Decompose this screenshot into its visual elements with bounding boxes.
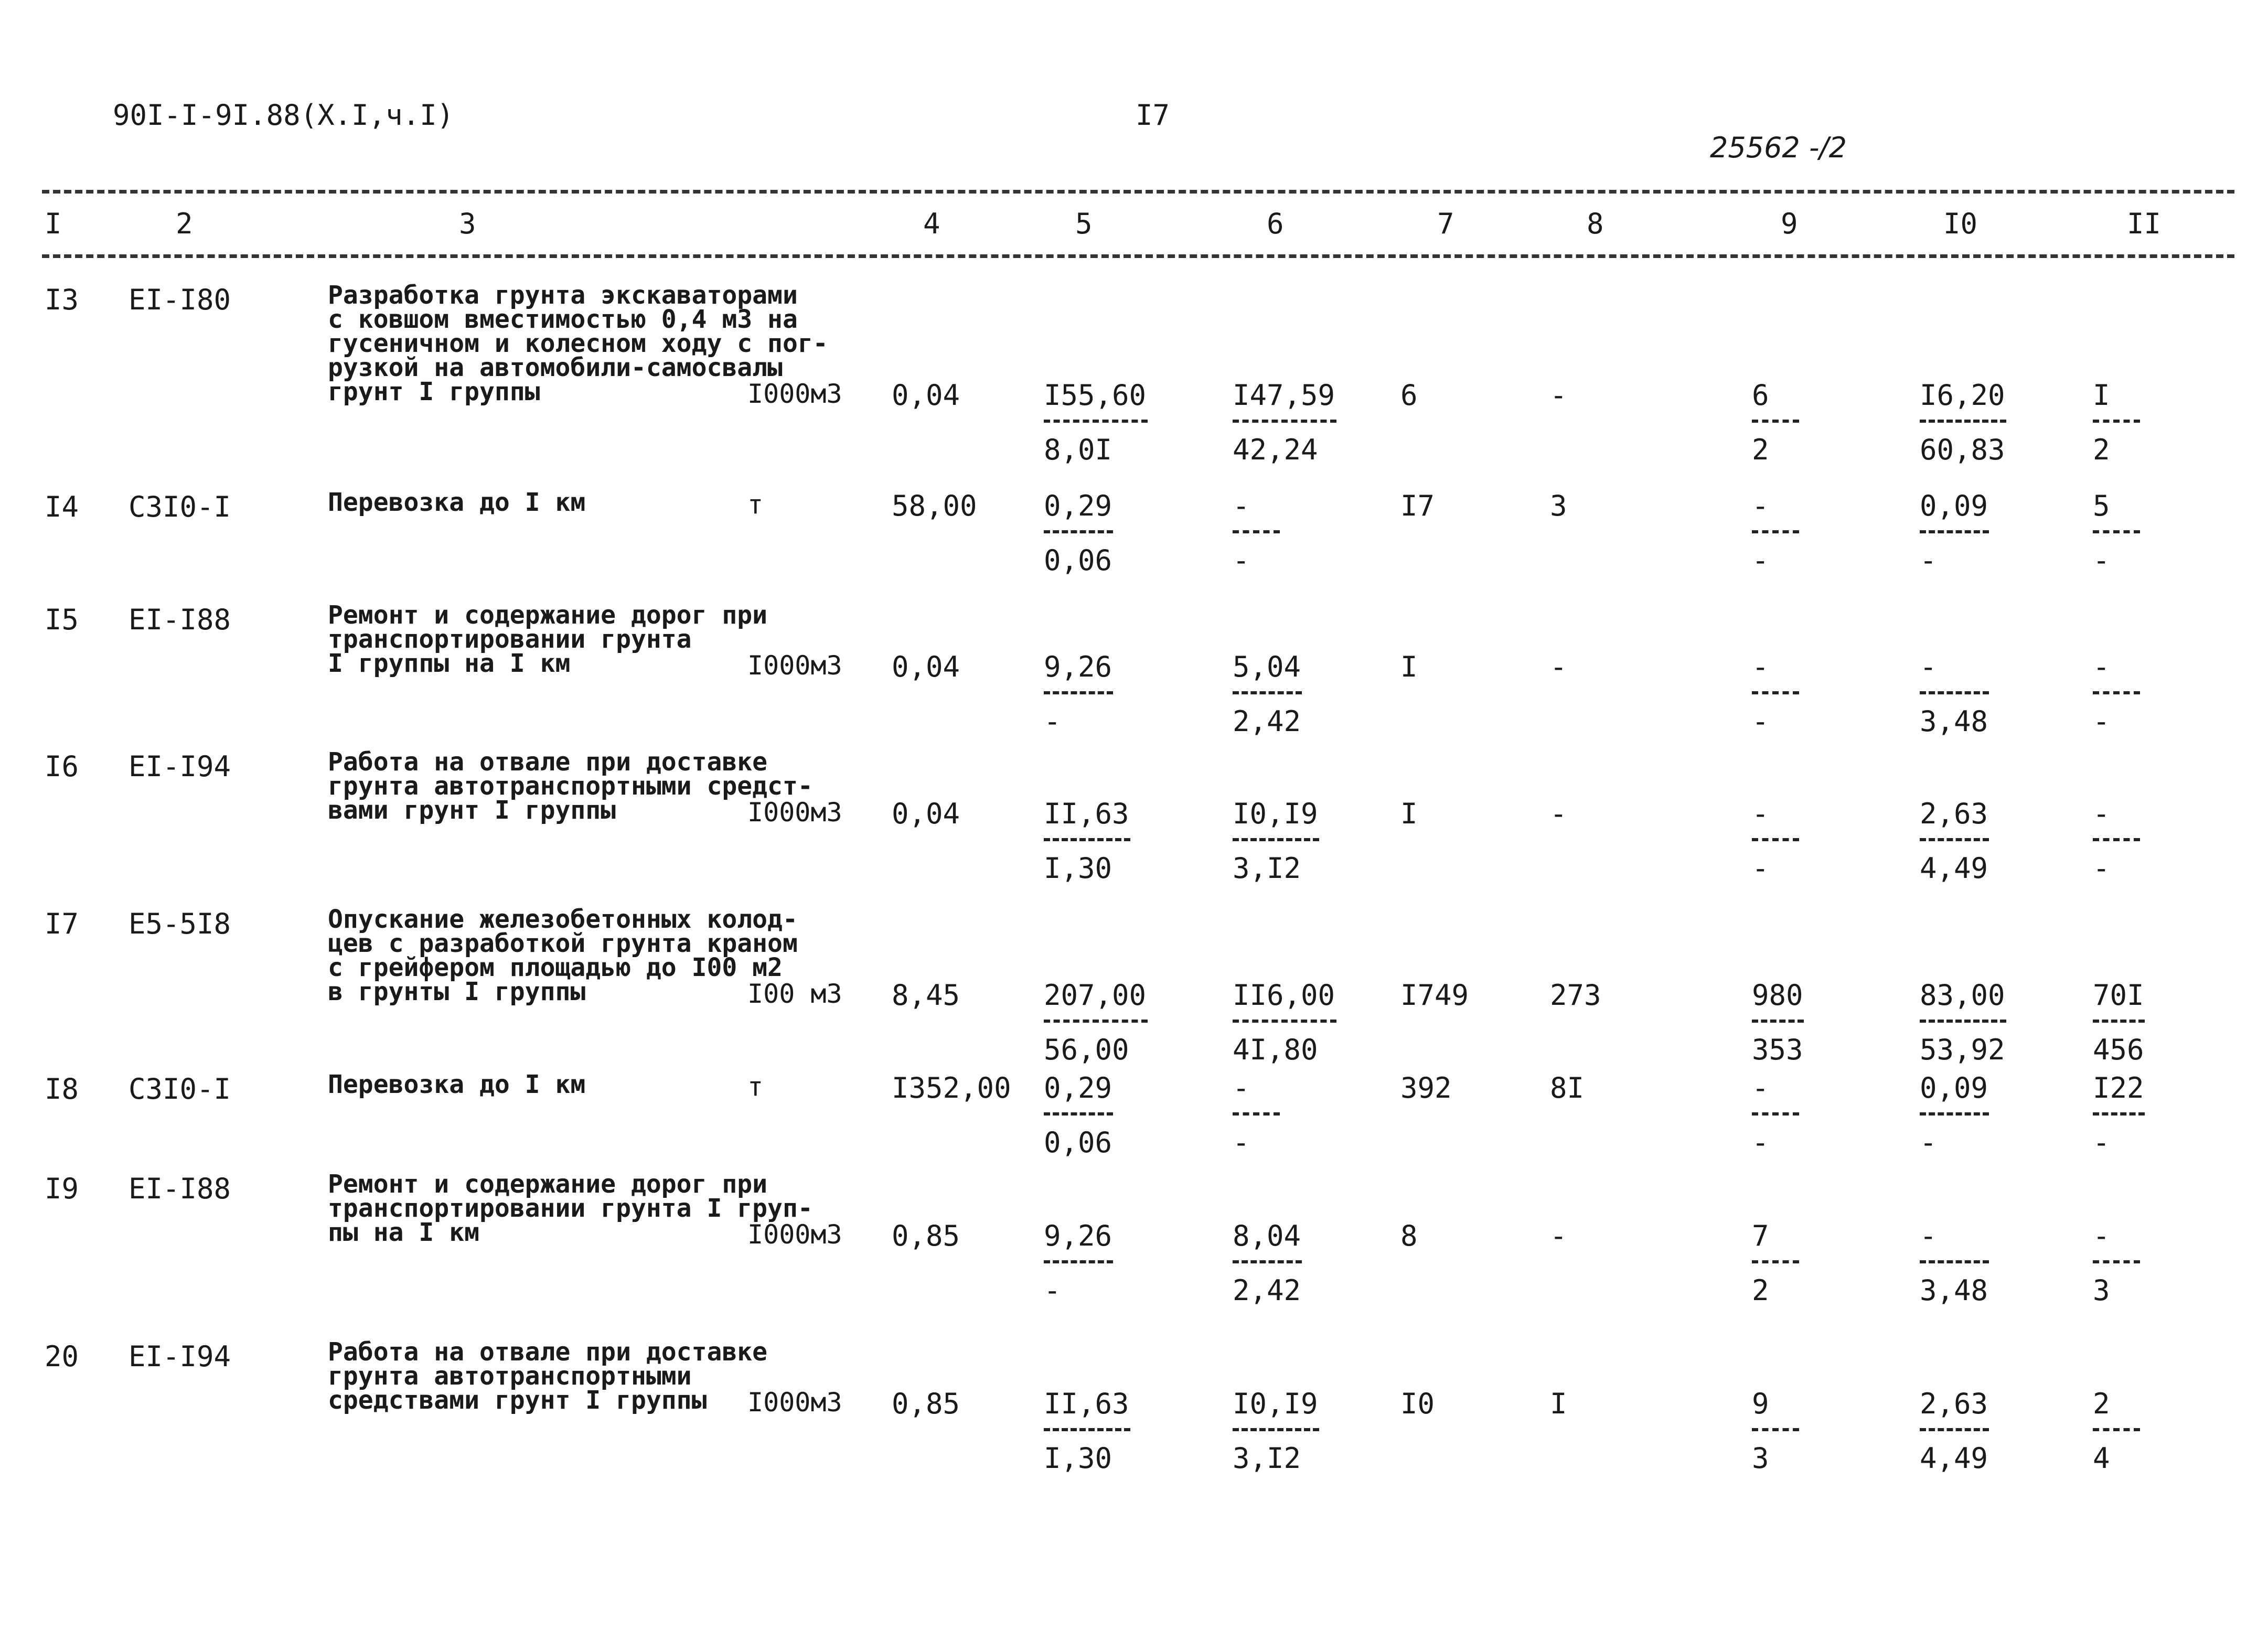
row-col6 xyxy=(1233,650,1302,737)
row-col10-denominator: 53,92 xyxy=(1920,1033,2005,1066)
row-description: Ремонт и содержание дорог при транспортировании грунта I группы на I км xyxy=(328,600,768,678)
row-col5 xyxy=(1044,797,1130,884)
row-col10-numerator: 2,63 xyxy=(1920,1387,1988,1420)
row-col11-numerator: I22 xyxy=(2093,1071,2144,1104)
row-col8: 8I xyxy=(1550,1071,1585,1104)
row-col8: - xyxy=(1550,379,1567,412)
column-number-1: I xyxy=(45,207,62,240)
row-col6 xyxy=(1233,1387,1319,1474)
row-col10 xyxy=(1920,979,2006,1066)
row-col10 xyxy=(1920,489,1989,576)
row-col5-fraction-bar xyxy=(1044,838,1130,841)
header-rule-bottom xyxy=(42,254,2234,258)
row-col10-numerator: 83,00 xyxy=(1920,979,2005,1012)
row-col9-denominator: 3 xyxy=(1752,1442,1769,1475)
row-col8: 273 xyxy=(1550,979,1601,1012)
row-col10-numerator: 0,09 xyxy=(1920,1071,1988,1104)
row-col11-numerator: - xyxy=(2093,1219,2110,1252)
row-col10-denominator: - xyxy=(1920,1126,1937,1159)
row-col9-denominator: - xyxy=(1752,852,1769,885)
column-number-6: 6 xyxy=(1267,207,1284,240)
row-col9-numerator: 9 xyxy=(1752,1387,1769,1420)
row-col7: I749 xyxy=(1400,979,1469,1012)
row-col5 xyxy=(1044,1387,1130,1474)
row-col9 xyxy=(1752,650,1799,737)
row-description: Опускание железобетонных колод- цев с разработкой грунта краном с грейфером площадью до I00 м2 в грунты I группы xyxy=(328,905,798,1006)
row-number: 20 xyxy=(45,1340,79,1373)
column-number-8: 8 xyxy=(1587,207,1604,240)
row-col5-denominator: 8,0I xyxy=(1044,433,1112,466)
row-col5-numerator: 0,29 xyxy=(1044,489,1112,522)
row-col10-denominator: 4,49 xyxy=(1920,1442,1988,1475)
row-col8: I xyxy=(1550,1387,1567,1420)
row-col6-fraction-bar xyxy=(1233,838,1319,841)
row-code: EI-I88 xyxy=(129,603,231,636)
row-col11 xyxy=(2093,979,2145,1066)
row-col10 xyxy=(1920,1387,1989,1474)
row-col10-numerator: I6,20 xyxy=(1920,379,2005,412)
row-col6-numerator: - xyxy=(1233,489,1250,522)
row-col6-denominator: 3,I2 xyxy=(1233,1442,1301,1475)
stamp-number: 25562 -/2 xyxy=(1710,131,1847,164)
row-col9-numerator: - xyxy=(1752,1071,1769,1104)
row-description: Перевозка до I км xyxy=(328,1070,586,1099)
row-col11-fraction-bar xyxy=(2093,1112,2145,1116)
row-col10-numerator: 0,09 xyxy=(1920,489,1988,522)
row-col6 xyxy=(1233,1071,1280,1159)
row-col11-numerator: I xyxy=(2093,379,2110,412)
row-col7: I xyxy=(1400,650,1418,683)
row-col9-fraction-bar xyxy=(1752,530,1799,533)
row-col9 xyxy=(1752,797,1799,884)
row-col10-numerator: 2,63 xyxy=(1920,797,1988,830)
row-col10-numerator: - xyxy=(1920,650,1937,683)
row-unit: I000м3 xyxy=(747,797,842,828)
row-unit: I000м3 xyxy=(747,379,842,409)
row-quantity: I352,00 xyxy=(892,1071,1011,1104)
page-number: I7 xyxy=(1136,99,1170,132)
row-quantity: 58,00 xyxy=(892,489,977,522)
row-quantity: 0,85 xyxy=(892,1387,960,1420)
row-col5-denominator: 56,00 xyxy=(1044,1033,1129,1066)
row-number: I7 xyxy=(45,907,79,940)
row-col7: I7 xyxy=(1400,489,1435,522)
row-col9 xyxy=(1752,489,1799,576)
row-quantity: 0,04 xyxy=(892,650,960,683)
row-col9 xyxy=(1752,1071,1799,1159)
row-col6-denominator: 42,24 xyxy=(1233,433,1318,466)
row-col11-fraction-bar xyxy=(2093,530,2140,533)
row-code: С3I0-I xyxy=(129,490,231,523)
row-col9-denominator: 2 xyxy=(1752,1274,1769,1307)
row-quantity: 8,45 xyxy=(892,979,960,1012)
column-number-11: II xyxy=(2127,207,2162,240)
row-col9-denominator: 2 xyxy=(1752,433,1769,466)
row-col9-fraction-bar xyxy=(1752,838,1799,841)
row-number: I3 xyxy=(45,283,79,316)
row-col5 xyxy=(1044,1219,1113,1306)
row-col8: - xyxy=(1550,1219,1567,1252)
row-col11 xyxy=(2093,489,2140,576)
row-col10 xyxy=(1920,650,1989,737)
row-unit: т xyxy=(747,489,764,520)
row-col5 xyxy=(1044,979,1148,1066)
row-number: I9 xyxy=(45,1172,79,1205)
row-col10-denominator: 3,48 xyxy=(1920,705,1988,738)
row-col9-numerator: - xyxy=(1752,797,1769,830)
row-col11-denominator: - xyxy=(2093,705,2110,738)
row-unit: т xyxy=(747,1071,764,1102)
row-col6 xyxy=(1233,1219,1302,1306)
row-col6-denominator: - xyxy=(1233,1126,1250,1159)
document-code: 90I-I-9I.88(X.I,ч.I) xyxy=(113,99,454,132)
row-col9-numerator: 7 xyxy=(1752,1219,1769,1252)
row-col10-denominator: 3,48 xyxy=(1920,1274,1988,1307)
row-col6-fraction-bar xyxy=(1233,1260,1302,1263)
row-col5-denominator: 0,06 xyxy=(1044,544,1112,577)
row-col9-numerator: - xyxy=(1752,650,1769,683)
row-col5-denominator: - xyxy=(1044,1274,1061,1307)
row-col11-fraction-bar xyxy=(2093,1428,2140,1431)
row-col9-fraction-bar xyxy=(1752,691,1799,694)
row-col9 xyxy=(1752,379,1799,466)
row-col5-denominator: I,30 xyxy=(1044,852,1112,885)
row-code: EI-I88 xyxy=(129,1172,231,1205)
row-col6-fraction-bar xyxy=(1233,1020,1336,1023)
column-number-4: 4 xyxy=(923,207,940,240)
row-col8: 3 xyxy=(1550,489,1567,522)
row-col11 xyxy=(2093,1387,2140,1474)
row-col5-fraction-bar xyxy=(1044,530,1113,533)
row-col11-denominator: - xyxy=(2093,852,2110,885)
row-col10-numerator: - xyxy=(1920,1219,1937,1252)
row-col5 xyxy=(1044,489,1113,576)
row-col5-fraction-bar xyxy=(1044,691,1113,694)
row-col9-numerator: - xyxy=(1752,489,1769,522)
row-col6 xyxy=(1233,797,1319,884)
row-col10-fraction-bar xyxy=(1920,1112,1989,1116)
row-col6-numerator: II6,00 xyxy=(1233,979,1335,1012)
row-col6-fraction-bar xyxy=(1233,420,1336,423)
row-col10 xyxy=(1920,797,1989,884)
row-col5-fraction-bar xyxy=(1044,1112,1113,1116)
row-code: С3I0-I xyxy=(129,1072,231,1106)
row-col9-denominator: - xyxy=(1752,705,1769,738)
row-col9-fraction-bar xyxy=(1752,1020,1804,1023)
row-col11-fraction-bar xyxy=(2093,420,2140,423)
row-col10-fraction-bar xyxy=(1920,530,1989,533)
row-col11-denominator: 456 xyxy=(2093,1033,2144,1066)
row-col11 xyxy=(2093,797,2140,884)
row-quantity: 0,85 xyxy=(892,1219,960,1252)
row-col11-fraction-bar xyxy=(2093,1260,2140,1263)
row-description: Ремонт и содержание дорог при транспортировании грунта I груп- пы на I км xyxy=(328,1170,813,1247)
row-col6-denominator: 2,42 xyxy=(1233,705,1301,738)
row-col5-fraction-bar xyxy=(1044,1260,1113,1263)
row-code: EI-I80 xyxy=(129,283,231,316)
row-col7: 6 xyxy=(1400,379,1418,412)
row-col5-denominator: 0,06 xyxy=(1044,1126,1112,1159)
row-col11 xyxy=(2093,379,2140,466)
row-col6-numerator: 5,04 xyxy=(1233,650,1301,683)
row-col9 xyxy=(1752,1219,1799,1306)
row-col11-numerator: - xyxy=(2093,650,2110,683)
row-code: EI-I94 xyxy=(129,750,231,783)
column-number-9: 9 xyxy=(1781,207,1798,240)
row-col11-denominator: - xyxy=(2093,544,2110,577)
row-col6-denominator: 2,42 xyxy=(1233,1274,1301,1307)
row-col6-numerator: I0,I9 xyxy=(1233,1387,1318,1420)
row-col11-fraction-bar xyxy=(2093,838,2140,841)
row-col5-numerator: II,63 xyxy=(1044,1387,1129,1420)
row-col11 xyxy=(2093,1071,2145,1159)
row-col6-numerator: - xyxy=(1233,1071,1250,1104)
row-col5 xyxy=(1044,650,1113,737)
row-col9-numerator: 6 xyxy=(1752,379,1769,412)
row-col6-fraction-bar xyxy=(1233,691,1302,694)
column-number-10: I0 xyxy=(1943,207,1978,240)
row-col6 xyxy=(1233,979,1336,1066)
row-unit: I00 м3 xyxy=(747,979,842,1009)
row-col11-fraction-bar xyxy=(2093,691,2140,694)
row-col5-numerator: 207,00 xyxy=(1044,979,1147,1012)
row-col5-fraction-bar xyxy=(1044,420,1148,423)
row-code: EI-I94 xyxy=(129,1340,231,1373)
row-col5-fraction-bar xyxy=(1044,1428,1130,1431)
row-number: I6 xyxy=(45,750,79,783)
row-col9-denominator: - xyxy=(1752,544,1769,577)
row-col6-numerator: I0,I9 xyxy=(1233,797,1318,830)
row-col9-numerator: 980 xyxy=(1752,979,1803,1012)
row-col6-denominator: - xyxy=(1233,544,1250,577)
row-col8: - xyxy=(1550,797,1567,830)
row-col11-numerator: 5 xyxy=(2093,489,2110,522)
row-col8: - xyxy=(1550,650,1567,683)
column-number-5: 5 xyxy=(1075,207,1093,240)
row-code: E5-5I8 xyxy=(129,907,231,940)
row-col10-fraction-bar xyxy=(1920,1260,1989,1263)
row-col6-numerator: I47,59 xyxy=(1233,379,1335,412)
row-description: Разработка грунта экскаваторами с ковшом вместимостью 0,4 м3 на гусеничном и колесном ходу с пог- рузкой на автомобили-самосвалы грунт I группы xyxy=(328,281,828,406)
row-col9-denominator: - xyxy=(1752,1126,1769,1159)
row-number: I8 xyxy=(45,1072,79,1106)
row-col5-numerator: 0,29 xyxy=(1044,1071,1112,1104)
row-col7: 8 xyxy=(1400,1219,1418,1252)
row-col11-numerator: 70I xyxy=(2093,979,2144,1012)
row-col6-numerator: 8,04 xyxy=(1233,1219,1301,1252)
row-col11-fraction-bar xyxy=(2093,1020,2145,1023)
row-col10-fraction-bar xyxy=(1920,838,1989,841)
row-col5-denominator: I,30 xyxy=(1044,1442,1112,1475)
row-col6 xyxy=(1233,489,1280,576)
row-col5-numerator: II,63 xyxy=(1044,797,1129,830)
row-col9-denominator: 353 xyxy=(1752,1033,1803,1066)
row-col11 xyxy=(2093,650,2140,737)
header-rule-top xyxy=(42,190,2234,194)
row-col5-denominator: - xyxy=(1044,705,1061,738)
row-col9-fraction-bar xyxy=(1752,420,1799,423)
row-col7: I0 xyxy=(1400,1387,1435,1420)
row-col11-denominator: 2 xyxy=(2093,433,2110,466)
row-col10-denominator: - xyxy=(1920,544,1937,577)
row-col5-numerator: 9,26 xyxy=(1044,650,1112,683)
row-col6-fraction-bar xyxy=(1233,1112,1280,1116)
column-number-7: 7 xyxy=(1437,207,1454,240)
row-col6-denominator: 4I,80 xyxy=(1233,1033,1318,1066)
row-col10-fraction-bar xyxy=(1920,691,1989,694)
row-col10-fraction-bar xyxy=(1920,1020,2006,1023)
row-col7: 392 xyxy=(1400,1071,1452,1104)
row-quantity: 0,04 xyxy=(892,797,960,830)
row-col9-fraction-bar xyxy=(1752,1112,1799,1116)
row-description: Перевозка до I км xyxy=(328,488,586,517)
row-col6-fraction-bar xyxy=(1233,1428,1319,1431)
row-col5-numerator: I55,60 xyxy=(1044,379,1147,412)
row-col5 xyxy=(1044,379,1148,466)
row-col9 xyxy=(1752,1387,1799,1474)
row-col10-fraction-bar xyxy=(1920,420,2006,423)
row-col7: I xyxy=(1400,797,1418,830)
row-col10 xyxy=(1920,379,2006,466)
row-col11 xyxy=(2093,1219,2140,1306)
row-col9-fraction-bar xyxy=(1752,1260,1799,1263)
row-col10 xyxy=(1920,1071,1989,1159)
row-description: Работа на отвале при доставке грунта автотранспортными средст- вами грунт I группы xyxy=(328,747,813,825)
row-col5-numerator: 9,26 xyxy=(1044,1219,1112,1252)
row-unit: I000м3 xyxy=(747,1387,842,1418)
column-number-3: 3 xyxy=(459,207,476,240)
row-col11-denominator: - xyxy=(2093,1126,2110,1159)
row-col5-fraction-bar xyxy=(1044,1020,1148,1023)
row-col9 xyxy=(1752,979,1804,1066)
row-col11-denominator: 3 xyxy=(2093,1274,2110,1307)
row-col10-denominator: 4,49 xyxy=(1920,852,1988,885)
row-col6-denominator: 3,I2 xyxy=(1233,852,1301,885)
row-col10-denominator: 60,83 xyxy=(1920,433,2005,466)
row-col10-fraction-bar xyxy=(1920,1428,1989,1431)
row-description: Работа на отвале при доставке грунта автотранспортными средствами грунт I группы xyxy=(328,1337,768,1415)
row-col11-numerator: 2 xyxy=(2093,1387,2110,1420)
row-col6-fraction-bar xyxy=(1233,530,1280,533)
row-unit: I000м3 xyxy=(747,1219,842,1250)
row-number: I5 xyxy=(45,603,79,636)
row-col11-numerator: - xyxy=(2093,797,2110,830)
column-number-2: 2 xyxy=(176,207,193,240)
row-number: I4 xyxy=(45,490,79,523)
row-col9-fraction-bar xyxy=(1752,1428,1799,1431)
row-col11-denominator: 4 xyxy=(2093,1442,2110,1475)
row-col10 xyxy=(1920,1219,1989,1306)
row-col6 xyxy=(1233,379,1336,466)
row-quantity: 0,04 xyxy=(892,379,960,412)
row-col5 xyxy=(1044,1071,1113,1159)
row-unit: I000м3 xyxy=(747,650,842,681)
